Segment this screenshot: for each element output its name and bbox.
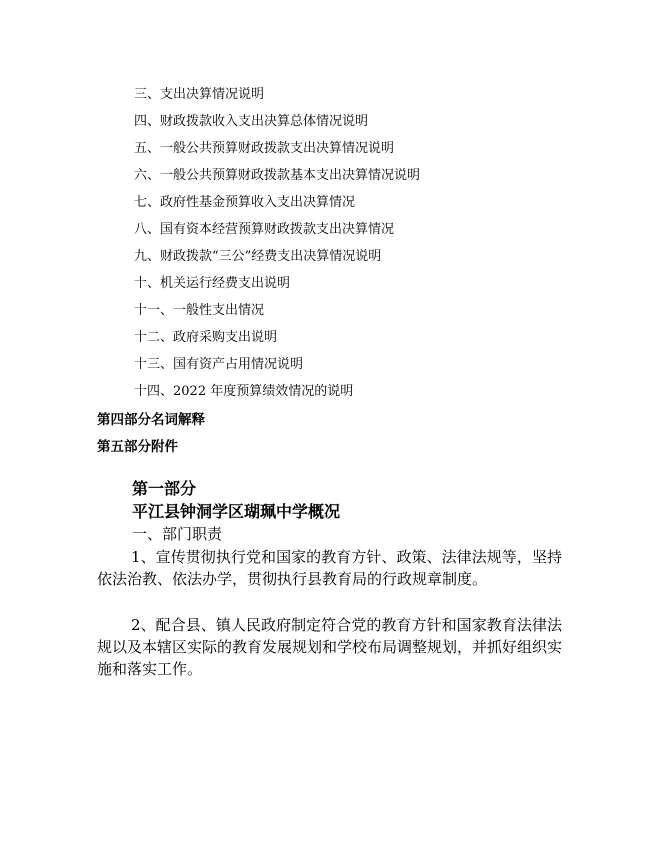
toc-part-4-heading: 第四部分名词解释 — [97, 412, 205, 428]
toc-item-4: 四、财政拨款收入支出决算总体情况说明 — [134, 114, 369, 129]
toc-part-5-heading: 第五部分附件 — [97, 439, 178, 455]
toc-item-13: 十三、国有资产占用情况说明 — [134, 357, 304, 372]
school-overview-title: 平江县钟洞学区瑚珮中学概况 — [132, 502, 341, 521]
toc-item-12: 十二、政府采购支出说明 — [134, 330, 278, 345]
part-one-title: 第一部分 — [132, 479, 197, 498]
department-duties-heading: 一、部门职责 — [132, 525, 223, 543]
duty-paragraph-1: 1、宣传贯彻执行党和国家的教育方针、政策、法律法规等，坚持依法治教、依法办学，贯彻执行县教育局的行政规章制度。 — [97, 548, 562, 588]
toc-item-5: 五、一般公共预算财政拨款支出决算情况说明 — [134, 141, 395, 156]
toc-item-8: 八、国有资本经营预算财政拨款支出决算情况 — [134, 222, 395, 237]
toc-item-9: 九、财政拨款“三公”经费支出决算情况说明 — [134, 249, 382, 264]
duty-paragraph-2: 2、配合县、镇人民政府制定符合党的教育方针和国家教育法律法规以及本辖区实际的教育发展规划和学校布局调整规划，并抓好组织实施和落实工作。 — [97, 616, 563, 678]
toc-item-3: 三、支出决算情况说明 — [134, 87, 265, 102]
toc-item-11: 十一、一般性支出情况 — [134, 303, 265, 318]
toc-item-7: 七、政府性基金预算收入支出决算情况 — [134, 195, 356, 210]
toc-item-6: 六、一般公共预算财政拨款基本支出决算情况说明 — [134, 168, 421, 183]
toc-item-10: 十、机关运行经费支出说明 — [134, 276, 291, 291]
toc-item-14: 十四、2022 年度预算绩效情况的说明 — [134, 384, 354, 399]
